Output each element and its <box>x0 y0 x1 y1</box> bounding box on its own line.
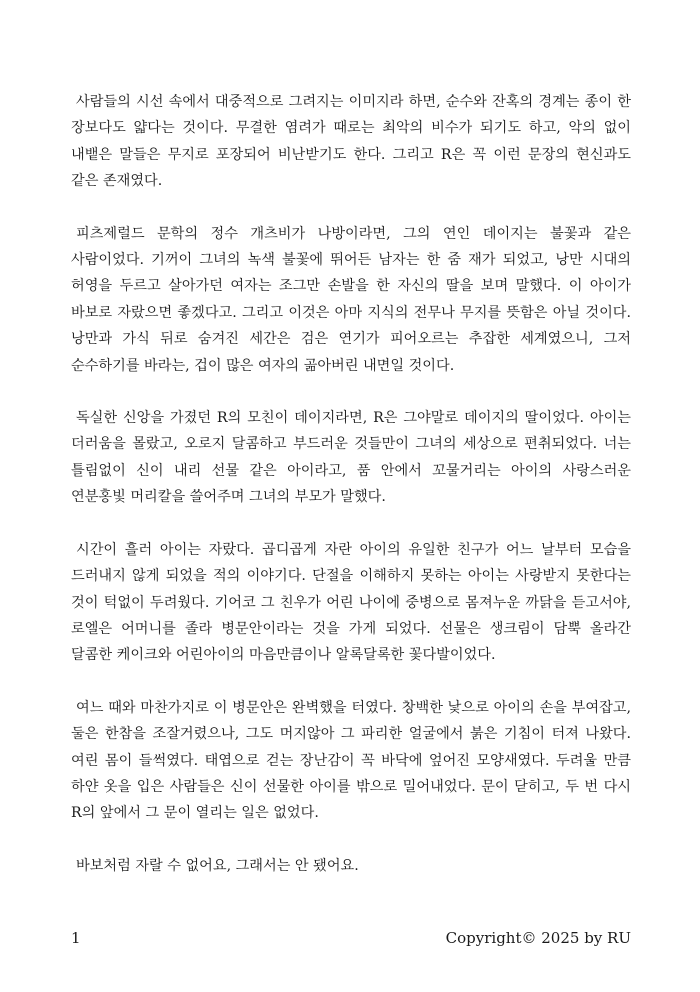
paragraph-6: 바보처럼 자랄 수 없어요, 그래서는 안 됐어요. <box>76 857 359 874</box>
copyright-notice: Copyright© 2025 by RU <box>445 929 631 947</box>
paragraph-2: 피츠제럴드 문학의 정수 개츠비가 나방이라면, 그의 연인 데이지는 불꽃과 같은 사람이었다. 기꺼이 그녀의 녹색 불꽃에 뛰어든 남자는 한 줌 재가 되었고, 낭만 시대의 허영을 두르고 살아가던 여자는 조그만 손발을 한 자신의 딸을 보며 말했다. 이 아이가 바보로 자랐으면 좋겠다고. 그리고 이것은 아마 지식의 전무나 무지를 뜻함은 아닐 것이다. 낭만과 가식 뒤로 숨겨진 세간은 검은 연기가 피어오르는 추잡한 세계였으니, 그저 순수하기를 바라는, 겁이 많은 여자의 곪아버린 내면일 것이다. <box>71 225 631 374</box>
page-number: 1 <box>71 929 81 947</box>
paragraph-5: 여느 때와 마찬가지로 이 병문안은 완벽했을 터였다. 창백한 낯으로 아이의 손을 부여잡고, 둘은 한참을 조잘거렸으나, 그도 머지않아 그 파리한 얼굴에서 붉은 기침이 터져 나왔다. 여린 몸이 들썩였다. 태엽으로 걷는 장난감이 꼭 바닥에 엎어진 모양새였다. 두려울 만큼 하얀 옷을 입은 사람들은 신이 선물한 아이를 밖으로 밀어내었다. 문이 닫히고, 두 번 다시 R의 앞에서 그 문이 열리는 일은 없었다. <box>71 699 631 822</box>
page-footer <box>71 926 631 950</box>
paragraph-3: 독실한 신앙을 가졌던 R의 모친이 데이지라면, R은 그야말로 데이지의 딸이었다. 아이는 더러움을 몰랐고, 오로지 달콤하고 부드러운 것들만이 그녀의 세상으로 편취되었다. 너는 틀림없이 신이 내리 선물 같은 아이라고, 품 안에서 꼬물거리는 아이의 사랑스러운 연분홍빛 머리칼을 쓸어주며 그녀의 부모가 말했다. <box>71 410 631 506</box>
paragraph-1: 사람들의 시선 속에서 대중적으로 그려지는 이미지라 하면, 순수와 잔혹의 경계는 종이 한 장보다도 얇다는 것이다. 무결한 염려가 때로는 최악의 비수가 되기도 하고, 악의 없이 내뱉은 말들은 무지로 포장되어 비난받기도 한다. 그리고 R은 꼭 이런 문장의 현신과도 같은 존재였다. <box>71 94 631 190</box>
body-text <box>71 89 631 905</box>
paragraph-4: 시간이 흘러 아이는 자랐다. 곱디곱게 자란 아이의 유일한 친구가 어느 날부터 모습을 드러내지 않게 되었을 적의 이야기다. 단절을 이해하지 못하는 아이는 사랑받지 못한다는 것이 턱없이 두려웠다. 기어코 그 친우가 어린 나이에 중병으로 몸져누운 까닭을 듣고서야, 로엘은 어머니를 졸라 병문안이라는 것을 가게 되었다. 선물은 생크림이 담뿍 올라간 달콤한 케이크와 어린아이의 마음만큼이나 알록달록한 꽃다발이었다. <box>71 541 631 664</box>
